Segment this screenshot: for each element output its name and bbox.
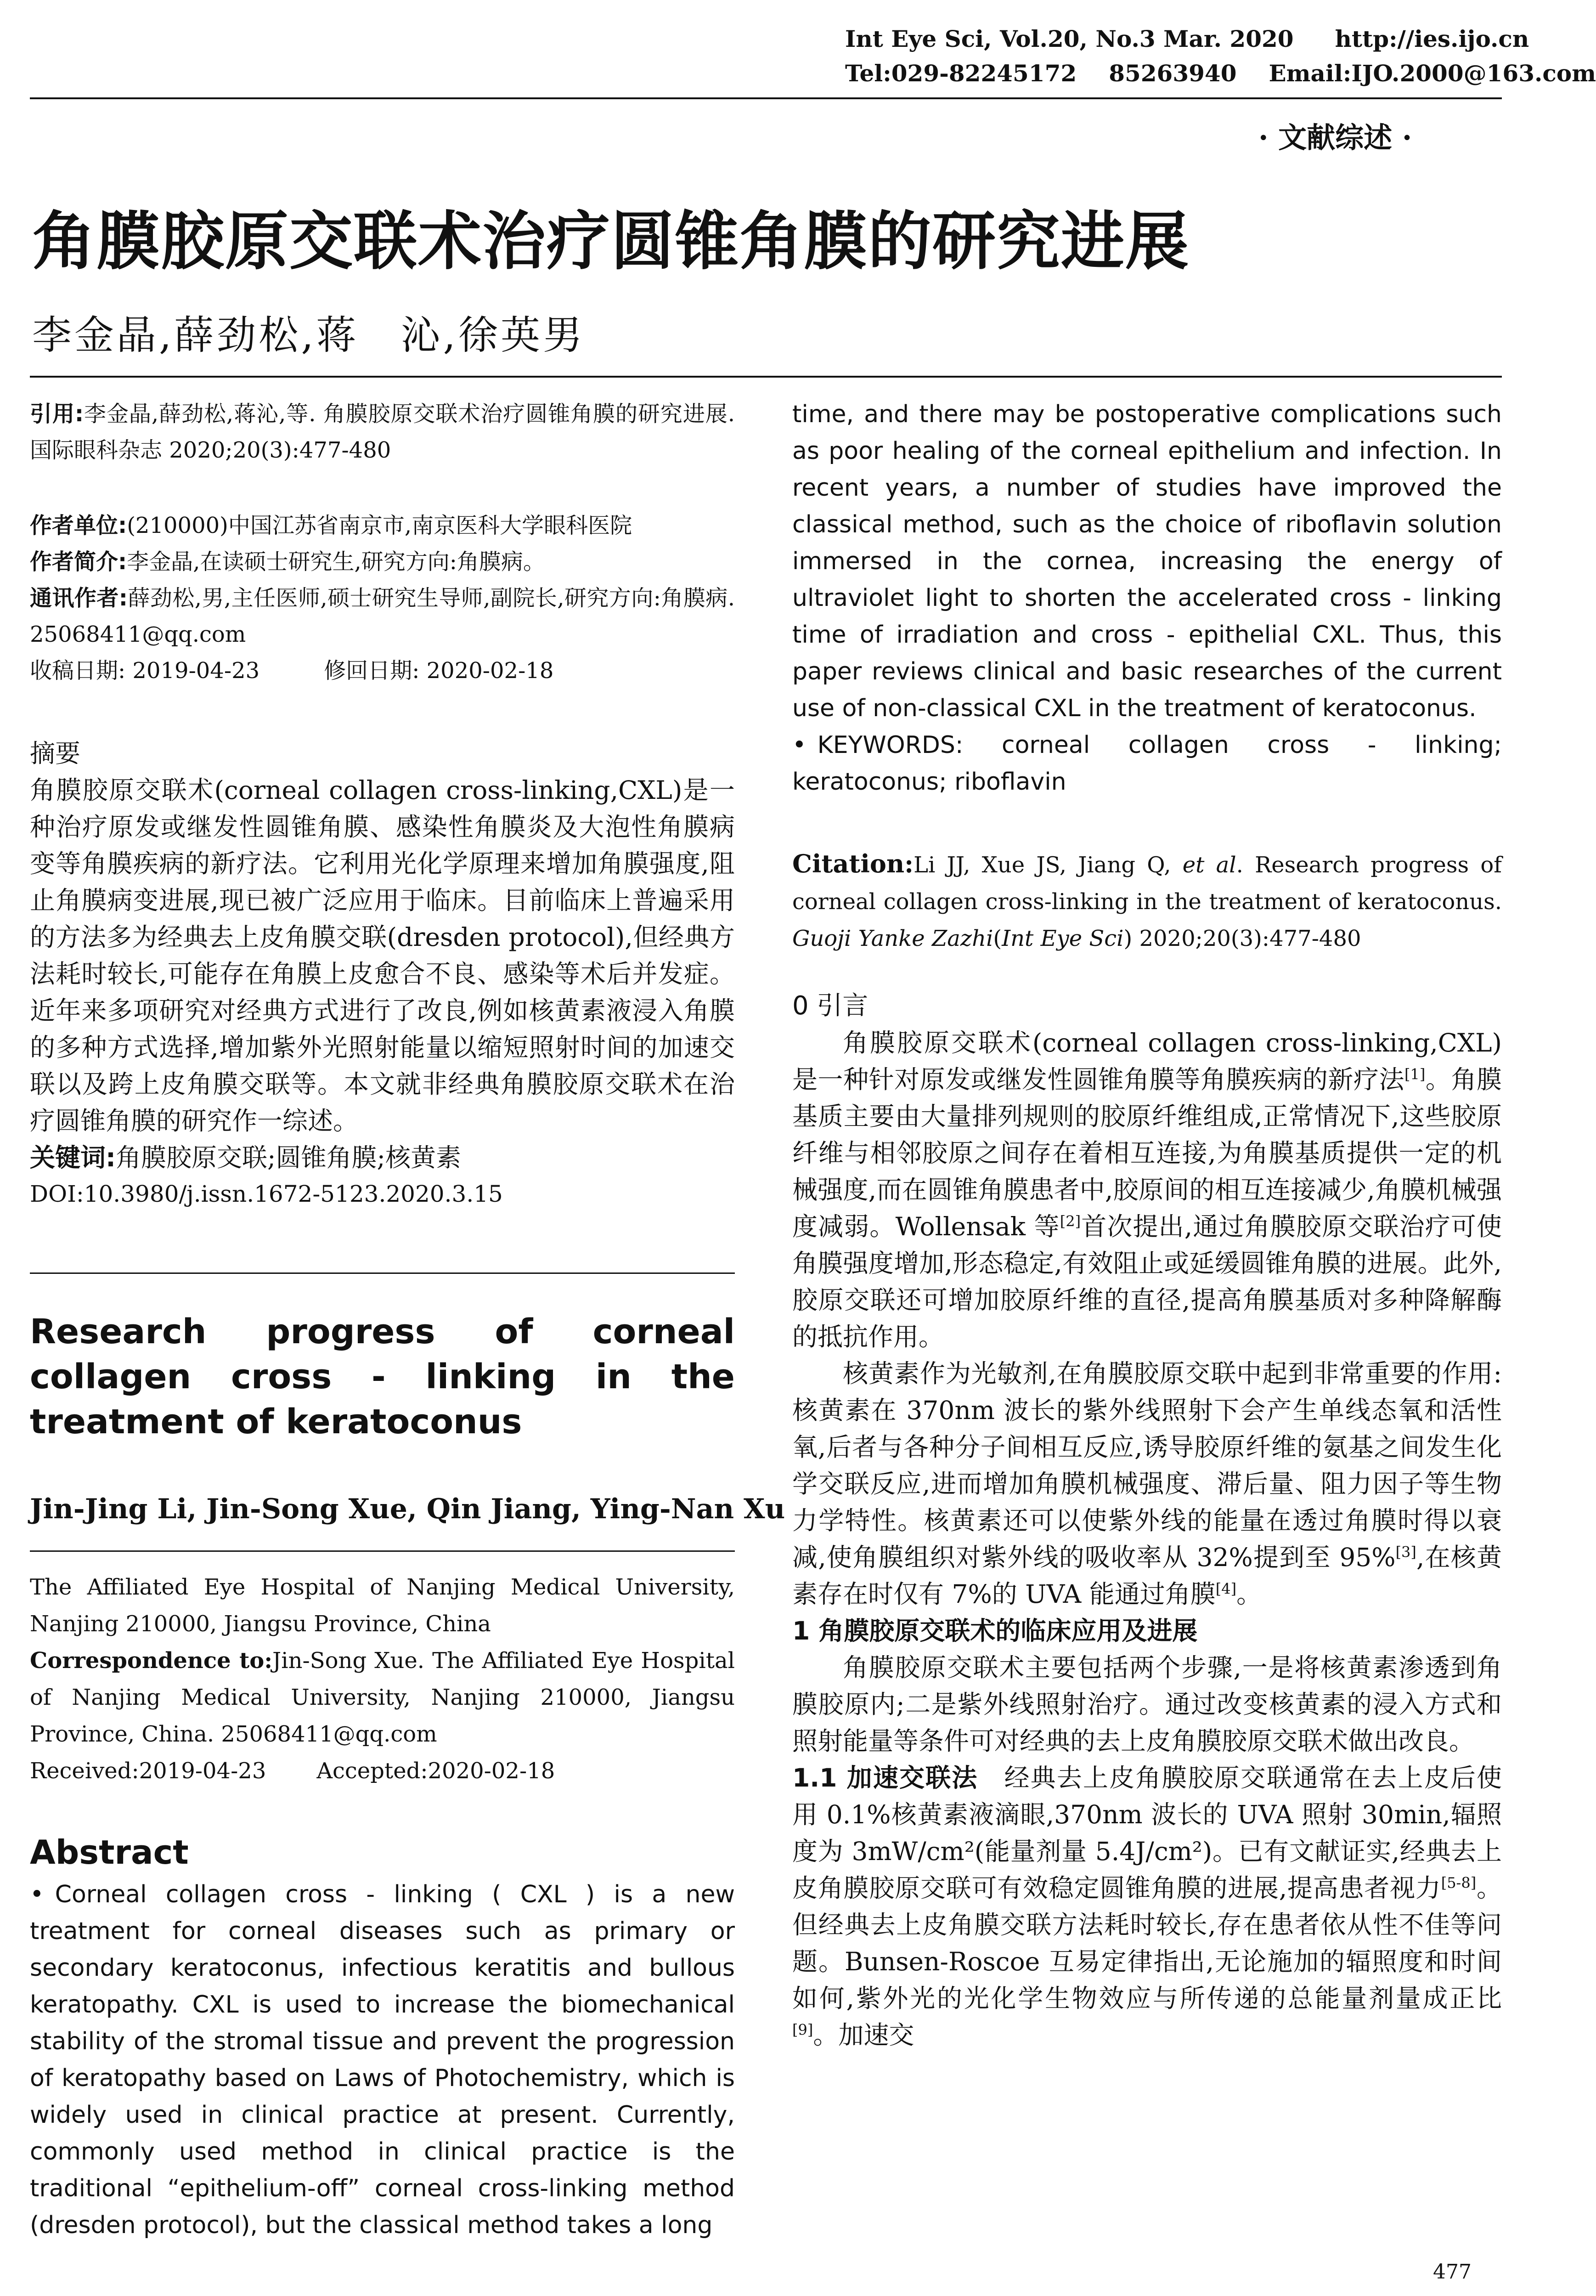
section-1-p2-text-c: 。加速交 (813, 2020, 914, 2050)
intro-p2-text-a: 核黄素作为光敏剂,在角膜胶原交联中起到非常重要的作用:核黄素在 370nm 波长的紫外线照射下会产生单线态氧和活性氧,后者与各种分子间相互反应,诱导胶原纤维的氨基之间发生化学交联反应,进而增加角膜机械强度、滞后量、阻力因子等生物力学特性。核黄素还可以使紫外线的能量在透过角膜时得以衰减,使角膜组织对紫外线的吸收率从 32%提到至 95% (792, 1359, 1502, 1572)
authors-en: Jin-Jing Li, Jin-Song Xue, Qin Jiang, Ying-Nan Xu (30, 1493, 785, 1525)
citation-zh-label: 引用: (30, 401, 84, 427)
column-tag: · 文献综述 · (1258, 121, 1412, 154)
received-date-zh: 收稿日期: 2019-04-23 (30, 658, 260, 684)
ref-5-8: [5-8] (1441, 1874, 1477, 1892)
affiliation-en: The Affiliated Eye Hospital of Nanjing Medical University, Nanjing 210000, Jiangsu Province, China (30, 1574, 735, 1637)
authors-en-rule (30, 1550, 735, 1552)
abstract-zh-text: 角膜胶原交联术(corneal collagen cross-linking,CXL)是一种治疗原发或继发性圆锥角膜、感染性角膜炎及大泡性角膜病变等角膜疾病的新疗法。它利用光化学原理来增加角膜强度,阻止角膜病变进展,现已被广泛应用于临床。目前临床上普遍采用的方法多为经典去上皮角膜交联(dresden protocol),但经典方法耗时较长,可能存在角膜上皮愈合不良、感染等术后并发症。近年来多项研究对经典方式进行了改良,例如核黄素液浸入角膜的多种方式选择,增加紫外光照射能量以缩短照射时间的加速交联以及跨上皮角膜交联等。本文就非经典角膜胶原交联术在治疗圆锥角膜的研究作一综述。 (30, 775, 735, 1136)
intro-p1-text-c: 首次提出,通过角膜胶原交联治疗可使角膜强度增加,形态稳定,有效阻止或延缓圆锥角膜的进展。此外,胶原交联还可增加胶原纤维的直径,提高角膜基质对多种降解酶的抵抗作用。 (792, 1212, 1502, 1352)
accepted-date-en: Accepted:2020-02-18 (316, 1758, 555, 1784)
ref-4: [4] (1215, 1580, 1237, 1598)
paper-title-en: Research progress of corneal collagen cross - linking in the treatment of keratoconus (30, 1312, 735, 1442)
doi: DOI:10.3980/j.issn.1672-5123.2020.3.15 (30, 1181, 503, 1207)
section-1-paragraph-1: 角膜胶原交联术主要包括两个步骤,一是将核黄素渗透到角膜胶原内;二是紫外线照射治疗。通过改变核黄素的浸入方式和照射能量等条件可对经典的去上皮角膜胶原交联术做出改良。 (792, 1653, 1502, 1756)
author-info-zh (30, 508, 735, 689)
abstract-bullet-icon: • (30, 1881, 44, 1908)
citation-zh-text: 李金晶,薛劲松,蒋沁,等. 角膜胶原交联术治疗圆锥角膜的研究进展.国际眼科杂志 2020;20(3):477-480 (30, 401, 735, 463)
page-number: 477 (1433, 2260, 1472, 2284)
affiliation-zh-label: 作者单位: (30, 513, 127, 538)
intro-paragraph-2 (792, 1355, 1502, 1612)
english-title-block (30, 1309, 735, 1444)
intro-paragraph-1 (792, 1024, 1502, 1355)
body-text (792, 988, 1502, 2053)
correspondence-en-text: Jin-Song Xue. The Affiliated Eye Hospital of Nanjing Medical University, Nanjing 210000, Jiangsu Province, China. 25068411@qq.com (30, 1648, 735, 1747)
dates-zh (30, 653, 735, 689)
paper-title-zh: 角膜胶原交联术治疗圆锥角膜的研究进展 (32, 204, 1190, 278)
ref-3: [3] (1395, 1543, 1416, 1561)
abstract-divider (30, 1272, 735, 1274)
citation-en-etal: et al (1182, 852, 1236, 878)
ref-9: [9] (792, 2021, 813, 2039)
title-rule (30, 376, 1502, 378)
keywords-zh-label: 关键词: (30, 1143, 116, 1172)
abstract-zh (30, 735, 735, 1212)
metadata-block-zh (30, 396, 735, 469)
journal-url: http://ies.ijo.cn (1335, 25, 1529, 52)
keywords-zh-text: 角膜胶原交联;圆锥角膜;核黄素 (116, 1143, 462, 1172)
citation-en-text-a: Li JJ, Xue JS, Jiang Q, (914, 852, 1183, 878)
correspondence-en-label: Correspondence to: (30, 1648, 273, 1674)
intro-p2-text-c: 。 (1236, 1579, 1262, 1609)
correspondence-zh-text: 薛劲松,男,主任医师,硕士研究生导师,副院长,研究方向:角膜病. 25068411@qq.com (30, 585, 735, 647)
abstract-zh-heading: 摘要 (30, 739, 81, 768)
author-intro-zh-text: 李金晶,在读硕士研究生,研究方向:角膜病。 (127, 549, 545, 575)
english-meta-block (30, 1569, 735, 1789)
citation-en-journal: Guoji Yanke Zazhi (792, 926, 993, 951)
journal-header-line (845, 25, 1529, 52)
correspondence-zh-label: 通讯作者: (30, 585, 128, 611)
journal-reference: Int Eye Sci, Vol.20, No.3 Mar. 2020 (845, 25, 1294, 52)
journal-tel-2: 85263940 (1109, 60, 1237, 87)
section-1-paragraph-2 (792, 1759, 1502, 2053)
section-1-p2-text-a: 经典去上皮角膜胶原交联通常在去上皮后使用 0.1%核黄素液滴眼,370nm 波长的 UVA 照射 30min,辐照度为 3mW/cm²(能量剂量 5.4J/cm²)。已有文献证实,经典去上皮角膜胶原交联可有效稳定圆锥角膜的进展,提高患者视力 (792, 1763, 1502, 1903)
section-1-p2-text-b: 。但经典去上皮角膜交联方法耗时较长,存在患者依从性不佳等问题。Bunsen-Roscoe 互易定律指出,无论施加的辐照度和时间如何,紫外光的光化学生物效应与所传递的总能量剂量成正比 (792, 1873, 1502, 2013)
affiliation-zh (30, 508, 735, 544)
affiliation-zh-text: (210000)中国江苏省南京市,南京医科大学眼科医院 (127, 513, 632, 538)
correspondence-en (30, 1642, 735, 1753)
citation-en-text-c: ) 2020;20(3):477-480 (1123, 926, 1361, 951)
intro-p1-text-b: 。角膜基质主要由大量排列规则的胶原纤维组成,正常情况下,这些胶原纤维与相邻胶原之间存在着相互连接,为角膜基质提供一定的机械强度,而在圆锥角膜患者中,胶原间的相互连接减少,角膜机械强度减弱。Wollensak 等 (792, 1065, 1502, 1241)
intro-heading: 0 引言 (792, 991, 868, 1021)
abstract-en-body-right: time, and there may be postoperative complications such as poor healing of the corneal epithelium and infection. In recent years, a number of studies have improved the classical method, such as the choice of riboflavin solution immersed in the cornea, increasing the energy of ultraviolet light to shorten the accelerated cross - linking time of irradiation and cross - epithelial CXL. Thus, this paper reviews clinical and basic researches of the current use of non-classical CXL in the treatment of keratoconus. (792, 401, 1502, 722)
subsection-1-1-heading: 1.1 加速交联法 (792, 1763, 978, 1793)
intro-p1-text-a: 角膜胶原交联术(corneal collagen cross-linking,CXL)是一种针对原发或继发性圆锥角膜等角膜疾病的新疗法 (792, 1028, 1502, 1094)
citation-en-paren: ( (993, 926, 1002, 951)
ref-1: [1] (1404, 1065, 1426, 1083)
author-intro-zh (30, 544, 735, 580)
author-intro-zh-label: 作者简介: (30, 549, 127, 575)
journal-email: Email:IJO.2000@163.com (1269, 60, 1596, 87)
keywords-en-label: KEYWORDS: (817, 731, 964, 759)
header-rule (30, 97, 1502, 99)
citation-en (792, 845, 1502, 957)
keywords-bullet-icon: • (792, 731, 806, 759)
citation-en-text-b: . Research progress of corneal collagen cross-linking in the treatment of keratoconus. (792, 852, 1502, 915)
citation-en-label: Citation: (792, 849, 914, 878)
english-authors-block (30, 1493, 785, 1525)
abstract-en-heading: Abstract (30, 1833, 189, 1872)
abstract-en-body-left: Corneal collagen cross - linking ( CXL ) is a new treatment for corneal diseases such as primary or secondary keratoconus, infectious keratitis and bullous keratopathy. CXL is used to increase the biomechanical stability of the stromal tissue and prevent the progression of keratopathy based on Laws of Photochemistry, which is widely used in clinical practice at present. Currently, commonly used method in clinical practice is the traditional “epithelium-off” corneal cross-linking method (dresden protocol), but the classical method takes a long (30, 1881, 735, 2239)
journal-contact-line (845, 60, 1596, 87)
keywords-zh (30, 1139, 735, 1176)
citation-en-journal-abbr: Int Eye Sci (1002, 926, 1124, 951)
section-1-heading: 1 角膜胶原交联术的临床应用及进展 (792, 1616, 1198, 1646)
received-date-en: Received:2019-04-23 (30, 1758, 266, 1784)
authors-zh: 李金晶,薛劲松,蒋 沁,徐英男 (32, 312, 586, 358)
abstract-en-text-left (30, 1876, 735, 2244)
abstract-en-right (792, 396, 1502, 800)
abstract-en-left (30, 1833, 735, 2244)
intro-p2-text-b: ,在核黄素存在时仅有 7%的 UVA 能通过角膜 (792, 1543, 1502, 1609)
keywords-en (792, 727, 1502, 800)
keywords-en-text: corneal collagen cross - linking; keratoconus; riboflavin (792, 731, 1502, 796)
correspondence-zh (30, 580, 735, 653)
revised-date-zh: 修回日期: 2020-02-18 (324, 658, 554, 684)
citation-en-block (792, 845, 1502, 957)
dates-en (30, 1753, 735, 1789)
citation-zh (30, 396, 735, 469)
ref-2: [2] (1060, 1212, 1081, 1230)
journal-tel: Tel:029-82245172 (845, 60, 1077, 87)
